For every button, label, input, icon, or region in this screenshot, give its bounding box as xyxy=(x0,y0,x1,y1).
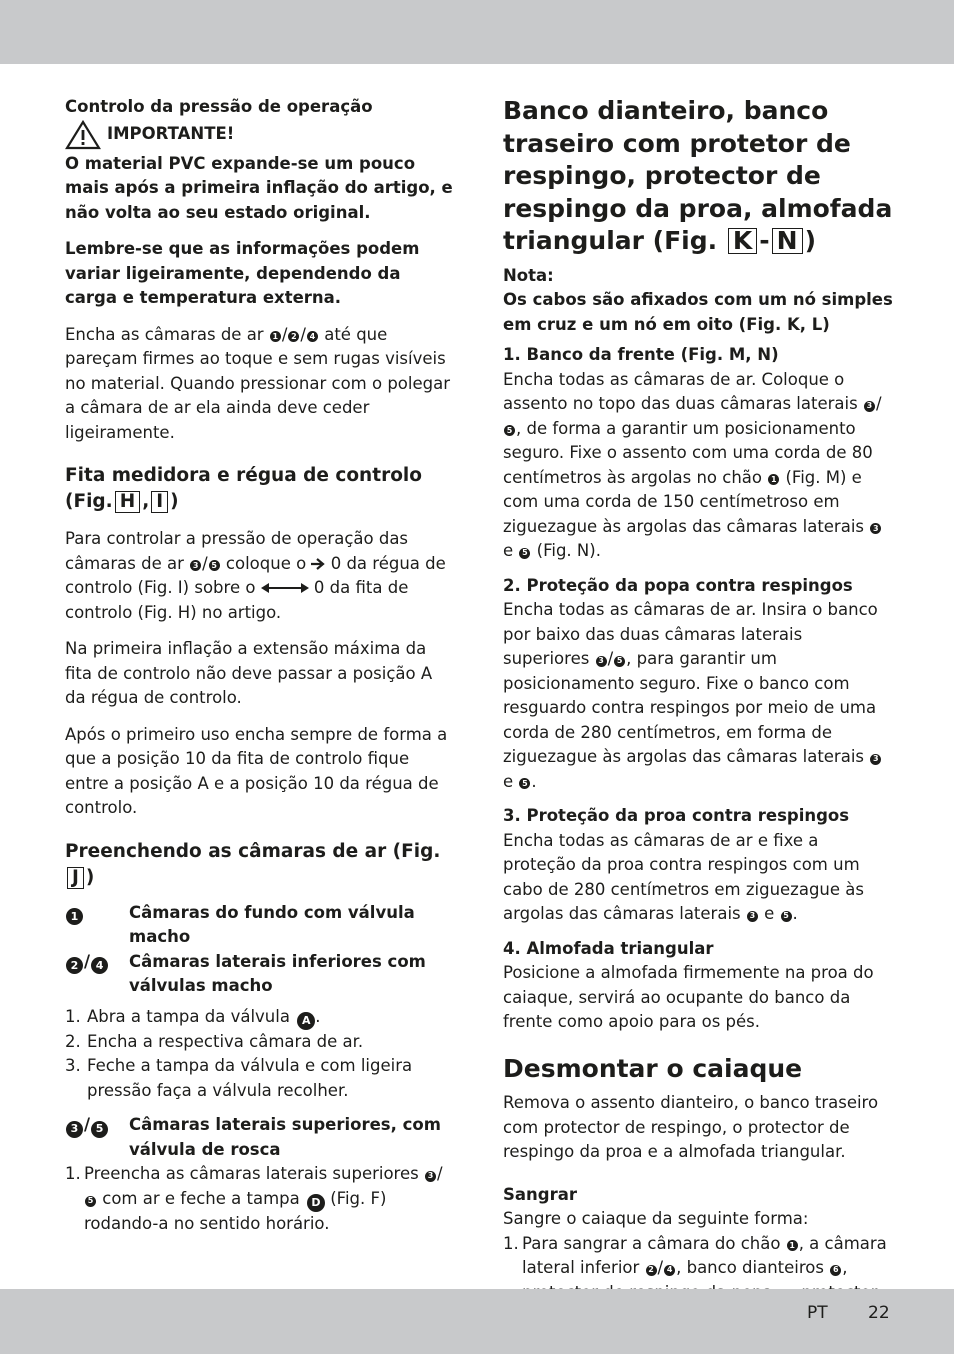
arrow-right-icon xyxy=(311,558,325,570)
important-label: IMPORTANTE! xyxy=(107,124,235,144)
list-item: 1. Para sangrar a câmara do chão 1 , a câmara lateral inferior 2 / 4 , banco dianteiros 6 , xyxy=(503,1232,893,1306)
ref-3-icon: 3 xyxy=(190,560,201,571)
fill-paragraph: Encha as câmaras de ar 1 / 2 / 4 até que pareçam firmes ao toque e sem rugas visíveis no material. Quando pressionar com o polegar a câmara de ar ela ainda deve ceder ligeiramente. xyxy=(65,324,450,442)
header-bar xyxy=(0,0,954,64)
bleed-heading: Sangrar xyxy=(503,1184,577,1204)
section-1-heading: 1. Banco da frente (Fig. M, N) xyxy=(503,345,779,364)
ref-1-icon: 1 xyxy=(66,908,83,925)
note-text: Os cabos são afixados com um nó simples em cruz e um nó em oito (Fig. K, L) xyxy=(503,290,893,334)
legend-item-3: 3 / 5 Câmaras laterais superiores, com válvula de rosca xyxy=(65,1113,455,1162)
ref-5-icon: 5 xyxy=(91,1121,108,1138)
ref-5-icon: 5 xyxy=(209,560,220,571)
warning-text-1: O material PVC expande-se um pouco mais após a primeira inflação do artigo, e não volta ao seu estado original. xyxy=(65,153,453,222)
tape-paragraph-3: Após o primeiro uso encha sempre de forma a que a posição 10 da fita de controlo fique entre a posição A e a posição 10 da régua de controlo. xyxy=(65,724,448,817)
fig-j-box: J xyxy=(67,867,84,889)
legend-item-1: 1 Câmaras do fundo com válvula macho xyxy=(65,901,455,950)
legend-item-2: 2 / 4 Câmaras laterais inferiores com válvulas macho xyxy=(65,950,455,999)
list-item: 1. Preencha as câmaras laterais superiores 3 /5 com ar e feche a tampa D (Fig. F) rodando-a no sentido horário. xyxy=(65,1164,443,1233)
heading-bench: Banco dianteiro, banco traseiro com protetor de respingo, protector de respingo da proa, almofada triangular (Fig. K - N ) xyxy=(503,96,893,255)
valve-d-icon: D xyxy=(307,1194,325,1212)
ref-1-icon: 1 xyxy=(270,331,281,342)
tape-paragraph-2: Na primeira inflação a extensão máxima da fita de controlo não deve passar a posição A da régua de controlo. xyxy=(65,639,433,707)
fig-i-box: I xyxy=(151,491,168,513)
list-item: 3. Feche a tampa da válvula e com ligeira pressão faça a válvula recolher. xyxy=(65,1056,413,1100)
ref-5-icon: 5 xyxy=(85,1196,96,1207)
heading-dismantle: Desmontar o caiaque xyxy=(503,1053,803,1083)
ref-2-icon: 2 xyxy=(288,331,299,342)
section-2-text: Encha todas as câmaras de ar. Insira o banco por baixo das duas câmaras laterais superiores 3 / 5 , para garantir um posicionamento seguro. Fixe o banco com resguardo contra respingos por meio de uma corda de 280 centímetros, em forma de ziguezague às argolas das câmaras laterais 3 e 5 . xyxy=(503,598,893,794)
heading-filling: Preenchendo as câmaras de ar (Fig.J ) xyxy=(65,840,441,888)
dismantle-text: Remova o assento dianteiro, o banco traseiro com protector de respingo, o protector de respingo da proa e a almofada triangular. xyxy=(503,1093,879,1161)
left-column xyxy=(65,95,455,1237)
ref-3-icon: 3 xyxy=(66,1121,83,1138)
section-3-heading: 3. Proteção da proa contra respingos xyxy=(503,806,850,825)
heading-pressure: Controlo da pressão de operação xyxy=(65,97,373,116)
page-number: 22 xyxy=(868,1303,890,1323)
ref-4-icon: 4 xyxy=(307,331,318,342)
section-4-text: Posicione a almofada firmemente na proa do caiaque, servirá ao ocupante do banco da frente como apoio para os pés. xyxy=(503,963,874,1031)
fig-n-box: N xyxy=(772,228,803,254)
section-2-heading: 2. Proteção da popa contra respingos xyxy=(503,575,853,595)
footer-language: PT xyxy=(807,1303,828,1323)
bleed-text: Sangre o caiaque da seguinte forma: xyxy=(503,1209,809,1228)
important-notice xyxy=(65,120,455,150)
ref-3-icon: 3 xyxy=(425,1171,436,1182)
tape-paragraph-1: Para controlar a pressão de operação das câmaras de ar 3 / 5 coloque o 0 da régua de controlo (Fig. I) sobre o 0 da fita de controlo (Fig. H) no artigo. xyxy=(65,529,446,622)
right-column xyxy=(503,95,893,1305)
section-3-text: Encha todas as câmaras de ar e fixe a proteção da proa contra respingos com um cabo de 280 centímetros em ziguezague às argolas das câmaras laterais 3 e 5 . xyxy=(503,830,864,923)
fig-h-box: H xyxy=(115,491,140,513)
valve-a-icon: A xyxy=(297,1012,315,1030)
warning-triangle-icon xyxy=(65,120,101,150)
section-4-heading: 4. Almofada triangular xyxy=(503,938,714,958)
note-label: Nota: xyxy=(503,265,554,285)
list-item: 2. Encha a respectiva câmara de ar. xyxy=(65,1031,364,1051)
warning-text-2: Lembre-se que as informações podem variar ligeiramente, dependendo da carga e temperatura externa. xyxy=(65,239,420,307)
list-item: 1. Abra a tampa da válvula A . xyxy=(65,1005,455,1030)
heading-tape: Fita medidora e régua de controlo (Fig. H , I ) xyxy=(65,465,422,512)
ref-2-icon: 2 xyxy=(66,957,83,974)
fig-k-box: K xyxy=(728,228,757,254)
ref-4-icon: 4 xyxy=(91,957,108,974)
double-arrow-icon xyxy=(261,582,309,594)
section-1-text: Encha todas as câmaras de ar. Coloque o assento no topo das duas câmaras laterais 3 /5 , de forma a garantir um posicionamento seguro. Fixe o assento com uma corda de 80 centímetros às argolas no chão 1 (Fig. M) e com uma corda de 150 centímetroso em ziguezague às argolas das câmaras laterais 3 e 5 (Fig. N). xyxy=(503,369,882,560)
